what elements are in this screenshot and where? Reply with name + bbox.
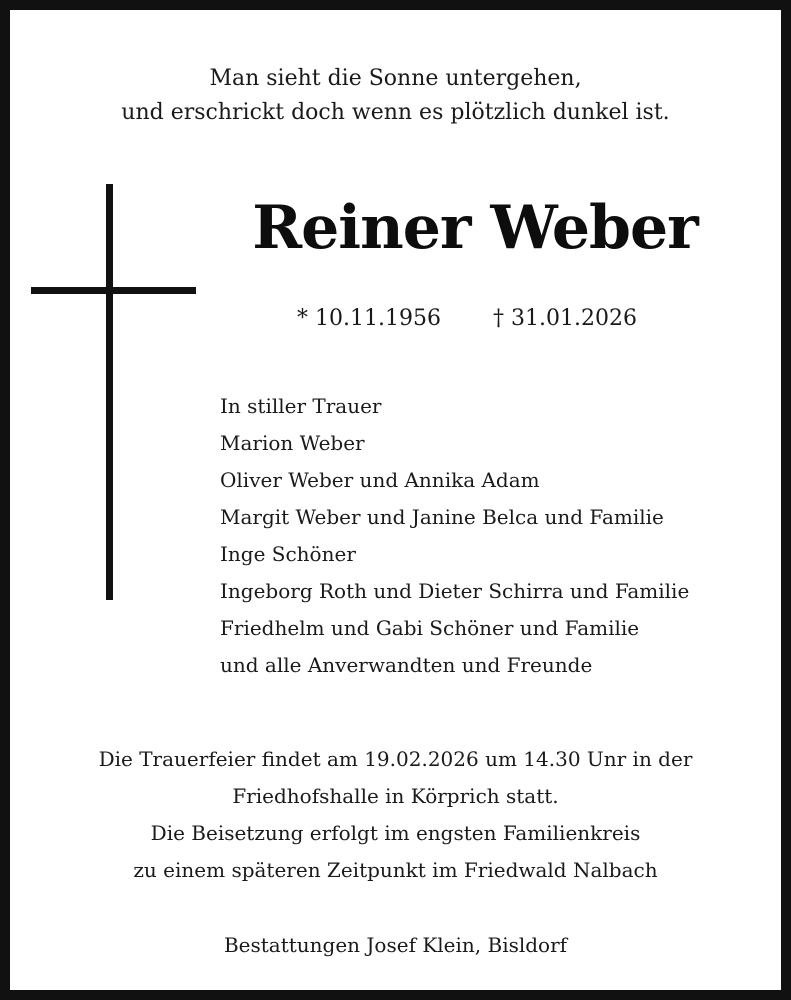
undertaker-credit: Bestattungen Josef Klein, Bisldorf xyxy=(223,933,568,957)
service-line: zu einem späteren Zeitpunkt im Friedwald Nalbach xyxy=(133,858,658,882)
mourner-line: Margit Weber und Janine Belca und Familie xyxy=(220,505,664,529)
mourner-line: Inge Schöner xyxy=(220,542,356,566)
deceased-name: Reiner Weber xyxy=(252,193,698,263)
service-line: Friedhofshalle in Körprich statt. xyxy=(232,784,559,808)
mourner-line: Friedhelm und Gabi Schöner und Familie xyxy=(220,616,640,640)
mourners-list xyxy=(220,388,689,684)
birth-date: * 10.11.1956 xyxy=(297,306,441,331)
service-line: Die Trauerfeier findet am 19.02.2026 um 14.30 Unr in der xyxy=(98,747,693,771)
mourner-line: Oliver Weber und Annika Adam xyxy=(220,468,540,492)
mourner-line: und alle Anverwandten und Freunde xyxy=(220,653,593,677)
motto-quote xyxy=(10,62,781,130)
service-info xyxy=(10,741,781,889)
cross-icon xyxy=(106,184,113,600)
mourner-line: In stiller Trauer xyxy=(220,394,382,418)
mourner-line: Ingeborg Roth und Dieter Schirra und Familie xyxy=(220,579,690,603)
motto-line: Man sieht die Sonne untergehen, xyxy=(209,66,582,91)
mourner-line: Marion Weber xyxy=(220,431,365,455)
service-line: Die Beisetzung erfolgt im engsten Familienkreis xyxy=(150,821,641,845)
cross-icon-bar xyxy=(31,287,196,294)
motto-line: und erschrickt doch wenn es plötzlich dunkel ist. xyxy=(121,100,670,125)
death-date: † 31.01.2026 xyxy=(493,306,637,331)
